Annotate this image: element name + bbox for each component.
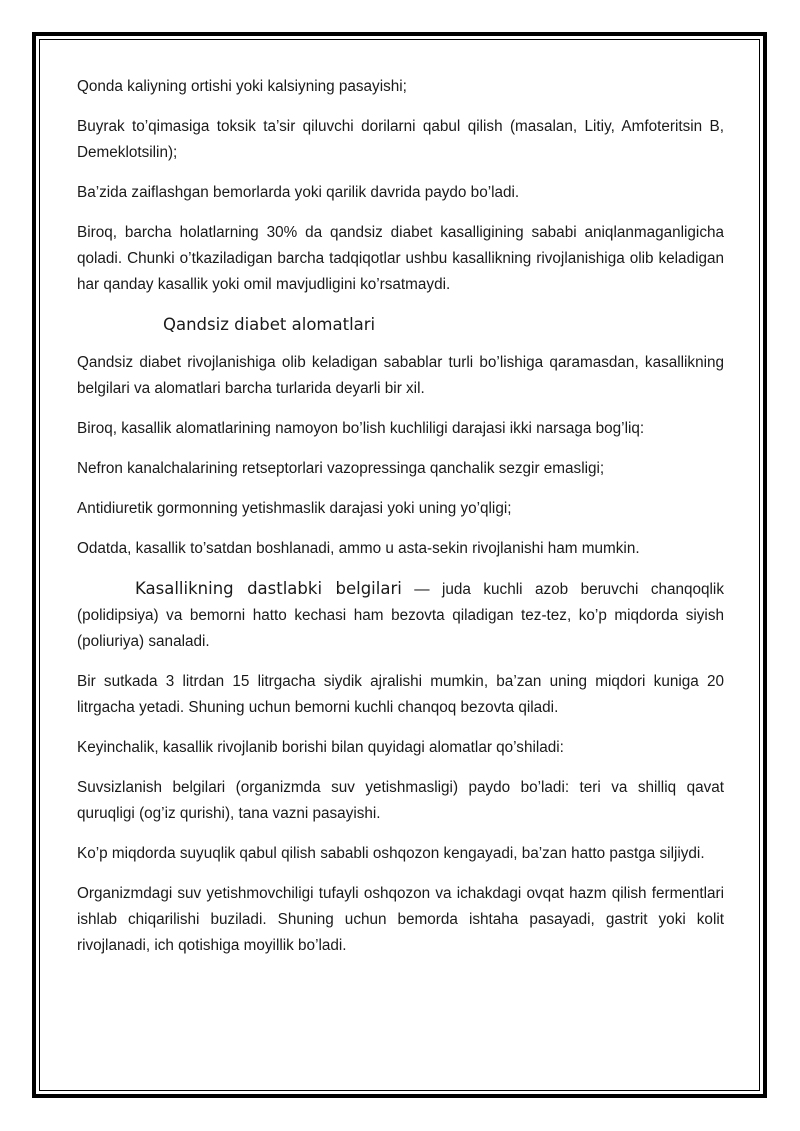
document-body [77, 74, 724, 973]
paragraph: Organizmdagi suv yetishmovchiligi tufayli oshqozon va ichakdagi ovqat hazm qilish fermentlari ishlab chiqarilishi buziladi. Shuning uchun bemorda ishtaha pasayadi, gastrit yoki kolit rivojlanadi, ich qotishiga moyillik bo’ladi. [77, 885, 724, 954]
lead-phrase: Kasallikning dastlabki belgilari [135, 579, 402, 598]
lead-paragraph-text: — juda kuchli azob beruvchi chanqoqlik (polidipsiya) va bemorni hatto kechasi ham bezovta qiladigan tez-tez, ko’p miqdorda siyish (poliuriya) sanaladi. [77, 581, 724, 650]
paragraph: Odatda, kasallik to’satdan boshlanadi, ammo u asta-sekin rivojlanishi ham mumkin. [77, 540, 640, 557]
paragraph: Bir sutkada 3 litrdan 15 litrgacha siydik ajralishi mumkin, ba’zan uning miqdori kuniga 20 litrgacha yetadi. Shuning uchun bemorni kuchli chanqoq bezovta qiladi. [77, 673, 724, 716]
paragraph: Antidiuretik gormonning yetishmaslik darajasi yoki uning yo’qligi; [77, 500, 512, 517]
section-heading: Qandsiz diabet alomatlari [163, 315, 376, 334]
paragraph: Ba’zida zaiflashgan bemorlarda yoki qarilik davrida paydo bo’ladi. [77, 184, 520, 201]
paragraph: Suvsizlanish belgilari (organizmda suv yetishmasligi) paydo bo’ladi: teri va shilliq qavat quruqligi (og’iz qurishi), tana vazni pasayishi. [77, 779, 724, 822]
paragraph: Nefron kanalchalarining retseptorlari vazopressinga qanchalik sezgir emasligi; [77, 460, 605, 477]
paragraph: Buyrak to’qimasiga toksik ta’sir qiluvchi dorilarni qabul qilish (masalan, Litiy, Amfoteritsin B, Demeklotsilin); [77, 118, 724, 161]
paragraph: Keyinchalik, kasallik rivojlanib borishi bilan quyidagi alomatlar qo’shiladi: [77, 739, 564, 756]
paragraph: Ko’p miqdorda suyuqlik qabul qilish sababli oshqozon kengayadi, ba’zan hatto pastga siljiydi. [77, 845, 705, 862]
paragraph: Qonda kaliyning ortishi yoki kalsiyning pasayishi; [77, 78, 407, 95]
paragraph: Biroq, barcha holatlarning 30% da qandsiz diabet kasalligining sababi aniqlanmaganligicha qoladi. Chunki o’tkaziladigan barcha tadqiqotlar ushbu kasallikning rivojlanishiga olib keladigan har qanday kasallik yoki omil mavjudligini ko’rsatmaydi. [77, 224, 724, 293]
paragraph: Biroq, kasallik alomatlarining namoyon bo’lish kuchliligi darajasi ikki narsaga bog’liq: [77, 420, 645, 437]
paragraph: Qandsiz diabet rivojlanishiga olib keladigan sabablar turli bo’lishiga qaramasdan, kasallikning belgilari va alomatlari barcha turlarida deyarli bir xil. [77, 354, 724, 397]
lead-paragraph [77, 576, 724, 655]
